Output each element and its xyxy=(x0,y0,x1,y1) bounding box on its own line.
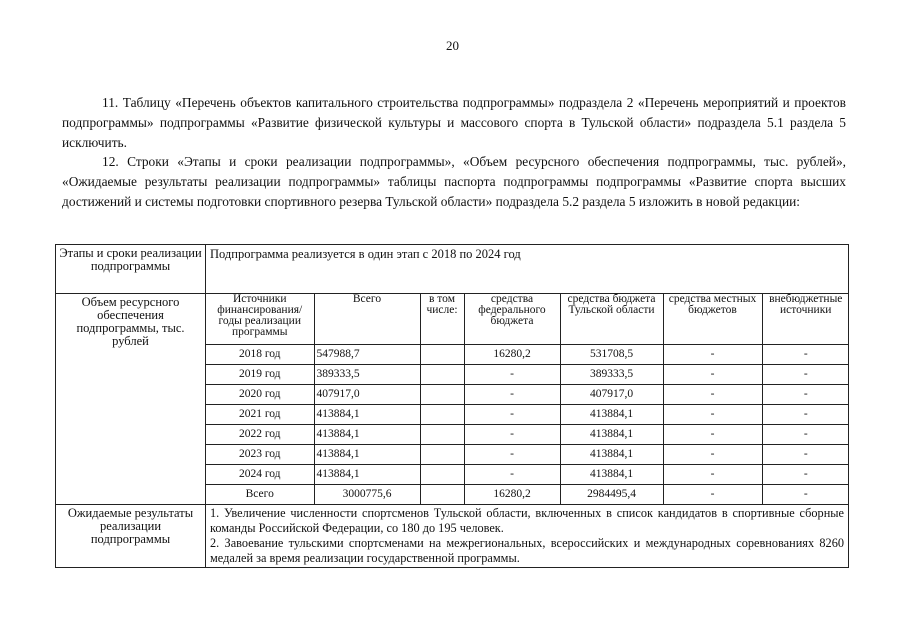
including-cell xyxy=(420,405,464,425)
table-row xyxy=(206,345,849,365)
results-cell xyxy=(206,505,849,568)
passport-table xyxy=(55,244,849,568)
regional-cell: 389333,5 xyxy=(560,365,663,385)
local-cell: - xyxy=(663,445,762,465)
federal-cell: - xyxy=(464,425,560,445)
regional-cell: 2984495,4 xyxy=(560,485,663,505)
total-cell: 407917,0 xyxy=(314,385,420,405)
regional-cell: 407917,0 xyxy=(560,385,663,405)
funding-header-row xyxy=(206,294,849,345)
stages-text: Подпрограмма реализуется в один этап с 2018 по 2024 год xyxy=(206,245,849,294)
federal-cell: 16280,2 xyxy=(464,345,560,365)
header-total: Всего xyxy=(314,294,420,345)
federal-cell: - xyxy=(464,405,560,425)
resources-label: Объем ресурсного обеспечения подпрограммы, тыс. рублей xyxy=(56,294,206,505)
year-cell: 2024 год xyxy=(206,465,314,485)
year-cell: 2023 год xyxy=(206,445,314,465)
total-cell: 413884,1 xyxy=(314,405,420,425)
table-row xyxy=(206,385,849,405)
header-local: средства местных бюджетов xyxy=(663,294,762,345)
extra-cell: - xyxy=(762,385,849,405)
extra-cell: - xyxy=(762,405,849,425)
total-cell: 413884,1 xyxy=(314,465,420,485)
header-sources: Источники финансирования/ годы реализации программы xyxy=(206,294,314,345)
table-row xyxy=(206,465,849,485)
total-cell: 547988,7 xyxy=(314,345,420,365)
table-row-total xyxy=(206,485,849,505)
year-cell: 2021 год xyxy=(206,405,314,425)
page-number: 20 xyxy=(446,38,459,53)
resources-row xyxy=(56,294,849,505)
including-cell xyxy=(420,445,464,465)
stages-label: Этапы и сроки реализации подпрограммы xyxy=(56,245,206,294)
local-cell: - xyxy=(663,485,762,505)
extra-cell: - xyxy=(762,445,849,465)
table-row xyxy=(206,405,849,425)
total-cell: 389333,5 xyxy=(314,365,420,385)
regional-cell: 531708,5 xyxy=(560,345,663,365)
table-row xyxy=(206,425,849,445)
header-including: в том числе: xyxy=(420,294,464,345)
header-extra: внебюджетные источники xyxy=(762,294,849,345)
header-federal: средства федерального бюджета xyxy=(464,294,560,345)
results-row xyxy=(56,505,849,568)
extra-cell: - xyxy=(762,425,849,445)
including-cell xyxy=(420,365,464,385)
paragraph-12 xyxy=(62,152,846,212)
local-cell: - xyxy=(663,465,762,485)
funding-table xyxy=(206,294,849,504)
regional-cell: 413884,1 xyxy=(560,465,663,485)
local-cell: - xyxy=(663,345,762,365)
federal-cell: - xyxy=(464,465,560,485)
paragraph-text: 11. Таблицу «Перечень объектов капитального строительства подпрограммы» подраздела 2 «Перечень мероприятий и проектов подпрограммы» подпрограммы «Развитие физической культуры и массового спорта в Тульской области» подраздела 5.1 раздела 5 исключить. xyxy=(62,95,846,150)
including-cell xyxy=(420,465,464,485)
regional-cell: 413884,1 xyxy=(560,425,663,445)
results-label: Ожидаемые результаты реализации подпрограммы xyxy=(56,505,206,568)
result-item: 1. Увеличение численности спортсменов Тульской области, включенных в список кандидатов в спортивные сборные команды Российской Федерации, со 180 до 195 человек. xyxy=(210,506,844,535)
federal-cell: - xyxy=(464,365,560,385)
federal-cell: - xyxy=(464,445,560,465)
header-regional: средства бюджета Тульской области xyxy=(560,294,663,345)
regional-cell: 413884,1 xyxy=(560,445,663,465)
extra-cell: - xyxy=(762,485,849,505)
local-cell: - xyxy=(663,365,762,385)
including-cell xyxy=(420,485,464,505)
local-cell: - xyxy=(663,405,762,425)
federal-cell: 16280,2 xyxy=(464,485,560,505)
resources-cell xyxy=(206,294,849,505)
total-cell: 3000775,6 xyxy=(314,485,420,505)
including-cell xyxy=(420,425,464,445)
total-cell: 413884,1 xyxy=(314,425,420,445)
year-cell: 2018 год xyxy=(206,345,314,365)
year-cell: Всего xyxy=(206,485,314,505)
total-cell: 413884,1 xyxy=(314,445,420,465)
paragraph-11 xyxy=(62,93,846,153)
stages-row xyxy=(56,245,849,294)
local-cell: - xyxy=(663,425,762,445)
local-cell: - xyxy=(663,385,762,405)
federal-cell: - xyxy=(464,385,560,405)
extra-cell: - xyxy=(762,465,849,485)
year-cell: 2020 год xyxy=(206,385,314,405)
paragraph-text: 12. Строки «Этапы и сроки реализации подпрограммы», «Объем ресурсного обеспечения подпрограммы, тыс. рублей», «Ожидаемые результаты реализации подпрограммы» таблицы паспорта подпрограммы подпрограммы «Развитие спорта высших достижений и системы подготовки спортивного резерва Тульской области» подраздела 5.2 раздела 5 изложить в новой редакции: xyxy=(62,154,846,209)
regional-cell: 413884,1 xyxy=(560,405,663,425)
year-cell: 2019 год xyxy=(206,365,314,385)
including-cell xyxy=(420,385,464,405)
result-item: 2. Завоевание тульскими спортсменами на межрегиональных, всероссийских и международных соревнованиях 8260 медалей за время реализации государственной программы. xyxy=(210,536,844,565)
extra-cell: - xyxy=(762,365,849,385)
including-cell xyxy=(420,345,464,365)
table-row xyxy=(206,365,849,385)
extra-cell: - xyxy=(762,345,849,365)
year-cell: 2022 год xyxy=(206,425,314,445)
table-row xyxy=(206,445,849,465)
